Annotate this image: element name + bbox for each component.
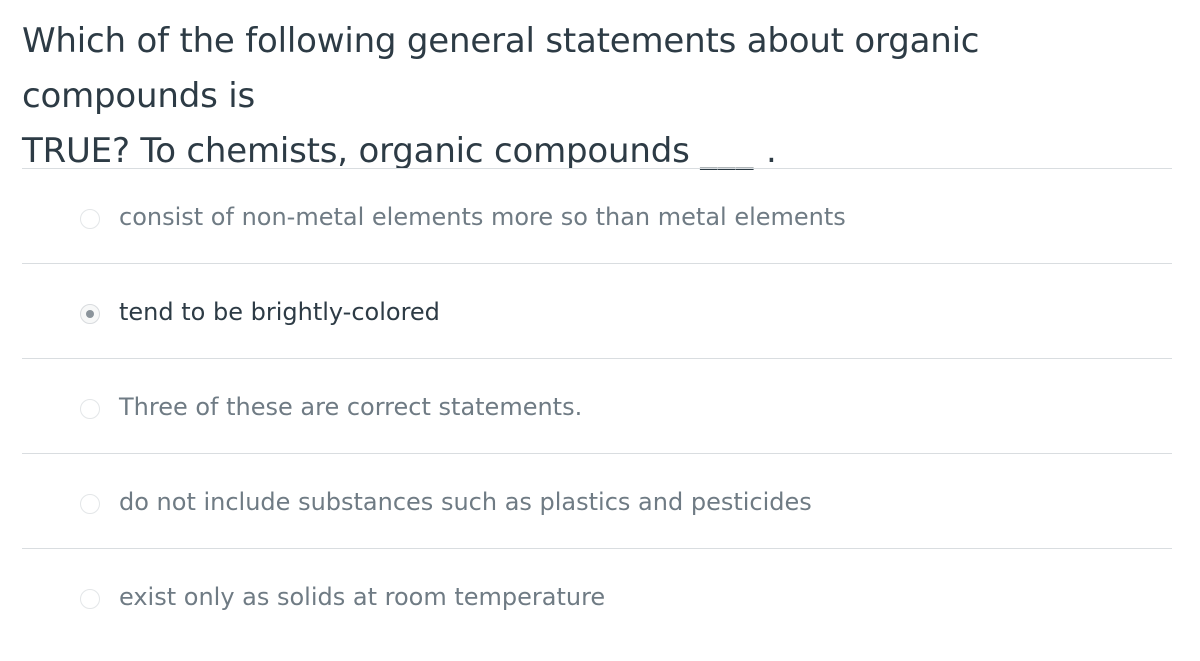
answer-label: exist only as solids at room temperature <box>119 583 606 611</box>
answer-option-1[interactable] <box>22 168 1172 263</box>
radio-button[interactable] <box>80 399 100 419</box>
question-line-1: Which of the following general statements about organic compounds is <box>22 21 980 116</box>
answer-label: Three of these are correct statements. <box>119 393 583 421</box>
answer-list <box>22 168 1172 643</box>
answer-option-3[interactable] <box>22 358 1172 453</box>
question-blank: ___ . <box>700 131 778 171</box>
answer-label: do not include substances such as plastics and pesticides <box>119 488 812 516</box>
radio-button[interactable] <box>80 209 100 229</box>
answer-option-4[interactable] <box>22 453 1172 548</box>
answer-option-5[interactable] <box>22 548 1172 643</box>
question-text <box>22 14 1182 179</box>
answer-label: consist of non-metal elements more so than metal elements <box>119 203 846 231</box>
answer-label: tend to be brightly-colored <box>119 298 440 326</box>
question-line-2-text: TRUE? To chemists, organic compounds <box>22 131 690 171</box>
answer-option-2[interactable] <box>22 263 1172 358</box>
radio-button[interactable] <box>80 589 100 609</box>
radio-button[interactable] <box>80 494 100 514</box>
radio-button[interactable] <box>80 304 100 324</box>
